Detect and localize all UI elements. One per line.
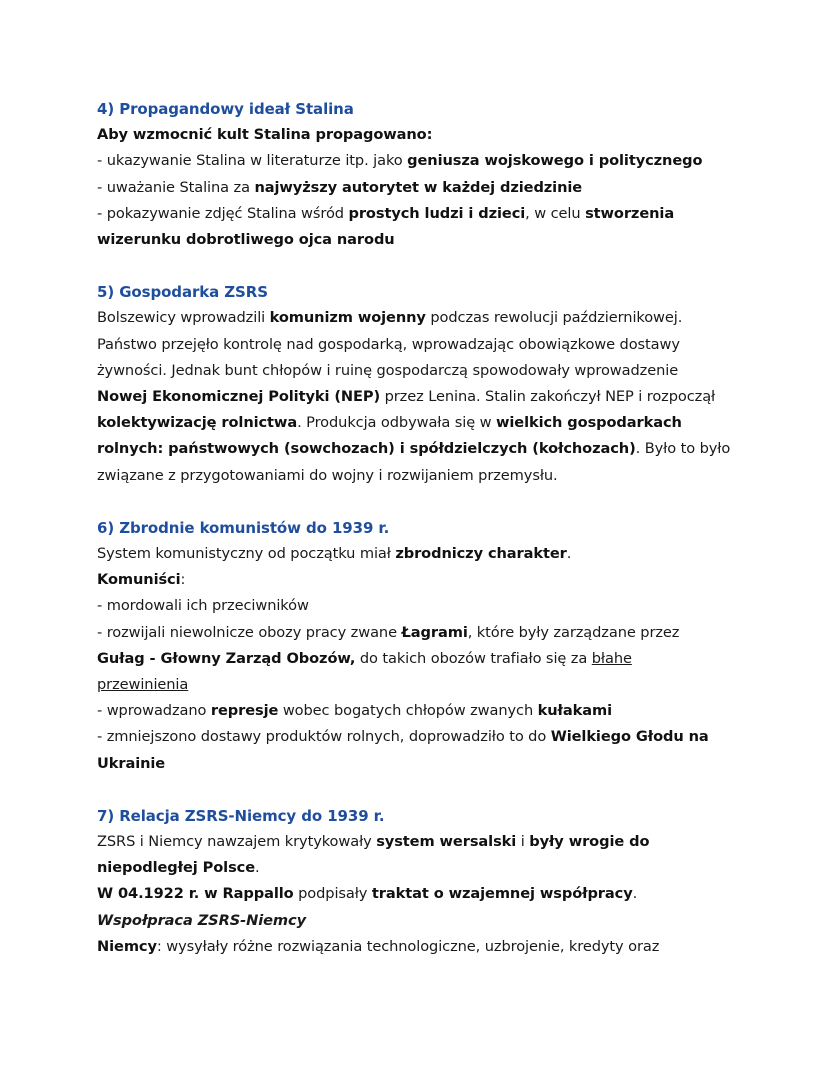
text-line	[97, 829, 747, 855]
text-line	[97, 305, 747, 331]
bold-text: traktat o wzajemnej współpracy	[371, 885, 633, 903]
text-segment: - wprowadzano	[97, 702, 211, 720]
text-line	[97, 436, 747, 462]
bold-text: kolektywizację rolnictwa	[97, 414, 298, 432]
document-content	[97, 96, 747, 960]
bold-text: Wielkiego Głodu na	[550, 728, 709, 746]
text-line	[97, 646, 747, 672]
section-heading: 6) Zbrodnie komunistów do 1939 r.	[97, 518, 390, 537]
section-heading: 4) Propagandowy ideał Stalina	[97, 100, 354, 118]
section	[97, 279, 747, 489]
bold-text: represje	[210, 702, 279, 720]
text-line	[97, 410, 747, 436]
text-segment: :	[180, 571, 186, 589]
underlined-text: przewinienia	[97, 676, 189, 694]
text-line	[97, 855, 747, 881]
bold-text: stworzenia	[585, 204, 675, 222]
text-segment: - ukazywanie Stalina w literaturze itp. jako	[97, 152, 408, 170]
text-segment: do takich obozów trafiało się za	[355, 649, 592, 667]
text-segment: związane z przygotowaniami do wojny i rozwijaniem przemysłu.	[97, 466, 558, 484]
bold-text: wizerunku dobrotliwego ojca narodu	[97, 231, 395, 249]
text-line	[97, 201, 747, 227]
text-segment: żywności. Jednak bunt chłopów i ruinę gospodarczą spowodowały wprowadzenie	[97, 361, 679, 379]
text-segment: - pokazywanie zdjęć Stalina wśród	[97, 204, 349, 222]
text-segment: . Produkcja odbywała się w	[297, 414, 496, 432]
text-line	[97, 908, 747, 934]
text-segment: . Było to było	[635, 440, 731, 458]
text-line	[97, 384, 747, 410]
section-spacer	[97, 253, 747, 279]
text-segment: i	[516, 833, 530, 851]
bold-text: W 04.1922 r. w Rappallo	[97, 885, 294, 903]
bold-text: niepodległej Polsce	[97, 859, 256, 877]
text-line	[97, 541, 747, 567]
text-segment: Państwo przejęło kontrolę nad gospodarką, wprowadzając obowiązkowe dostawy	[97, 335, 680, 353]
text-segment: ZSRS i Niemcy nawzajem krytykowały	[97, 833, 377, 851]
text-segment: .	[255, 859, 260, 877]
text-line	[97, 358, 747, 384]
section	[97, 803, 747, 960]
text-line	[97, 122, 747, 148]
text-segment: System komunistyczny od początku miał	[97, 545, 396, 563]
bold-text: rolnych: państwowych (sowchozach) i spółdzielczych (kołchozach)	[97, 440, 636, 458]
text-line	[97, 332, 747, 358]
bold-text: Komuniści	[97, 571, 181, 589]
text-segment: podpisały	[293, 885, 372, 903]
bold-text: Łagrami	[401, 623, 468, 641]
text-line	[97, 672, 747, 698]
text-segment: : wysyłały różne rozwiązania technologiczne, uzbrojenie, kredyty oraz	[156, 937, 660, 955]
section	[97, 96, 747, 253]
section-spacer	[97, 489, 747, 515]
section-heading: 5) Gospodarka ZSRS	[97, 283, 268, 302]
text-line	[97, 881, 747, 907]
text-line	[97, 567, 747, 593]
text-segment: , które były zarządzane przez	[467, 623, 680, 641]
bold-text: Niemcy	[97, 937, 157, 955]
text-segment: - uważanie Stalina za	[97, 178, 255, 196]
text-line	[97, 463, 747, 489]
bold-text: system wersalski	[376, 833, 517, 851]
bold-text: najwyższy autorytet w każdej dziedzinie	[254, 178, 583, 196]
bold-text: prostych ludzi i dzieci	[348, 204, 526, 222]
text-line	[97, 620, 747, 646]
bold-text: Ukrainie	[97, 754, 166, 772]
text-line	[97, 227, 747, 253]
text-line	[97, 934, 747, 960]
bold-text: komunizm wojenny	[269, 309, 426, 327]
text-segment: wobec bogatych chłopów zwanych	[278, 702, 538, 720]
section-heading: 7) Relacja ZSRS-Niemcy do 1939 r.	[97, 806, 385, 825]
bold-text: Nowej Ekonomicznej Polityki (NEP)	[97, 388, 381, 406]
text-segment: - rozwijali niewolnicze obozy pracy zwane	[97, 623, 402, 641]
bold-text: Aby wzmocnić kult Stalina propagowano:	[97, 126, 433, 144]
text-segment: , w celu	[525, 204, 586, 222]
text-segment: przez Lenina. Stalin zakończył NEP i rozpoczął	[380, 388, 716, 406]
bold-text: kułakami	[537, 702, 612, 720]
section-spacer	[97, 777, 747, 803]
italic-text: Wspołpraca ZSRS-Niemcy	[97, 911, 306, 929]
text-line	[97, 751, 747, 777]
text-segment: - zmniejszono dostawy produktów rolnych, doprowadziło to do	[97, 728, 551, 746]
text-segment: - mordowali ich przeciwników	[97, 597, 309, 615]
text-line	[97, 148, 747, 174]
text-line	[97, 724, 747, 750]
section	[97, 515, 747, 777]
text-segment: Bolszewicy wprowadzili	[97, 309, 270, 327]
text-line	[97, 593, 747, 619]
bold-text: zbrodniczy charakter	[395, 545, 567, 563]
bold-text: Gułag - Głowny Zarząd Obozów,	[97, 649, 356, 667]
text-line	[97, 175, 747, 201]
text-line	[97, 698, 747, 724]
bold-text: były wrogie do	[529, 833, 650, 851]
text-segment: .	[566, 545, 572, 563]
underlined-text: błahe	[591, 649, 632, 667]
bold-text: geniusza wojskowego i politycznego	[407, 152, 703, 170]
text-segment: podczas rewolucji październikowej.	[425, 309, 683, 327]
bold-text: wielkich gospodarkach	[495, 414, 682, 432]
text-segment: .	[632, 885, 638, 903]
